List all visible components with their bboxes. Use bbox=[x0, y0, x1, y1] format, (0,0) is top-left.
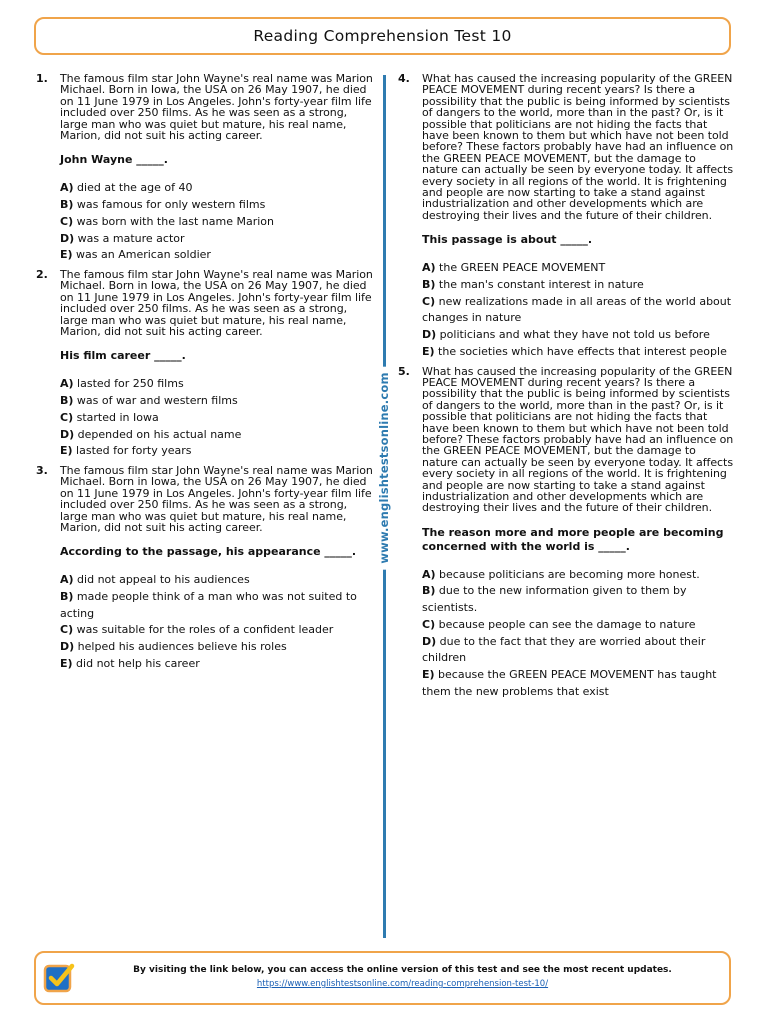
option-e[interactable] bbox=[60, 443, 374, 460]
passage-text: The famous film star John Wayne's real name was Marion Michael. Born in Iowa, the USA on 26 May 1907, he died on 11 June 1979 in Los Angeles. John's forty-year film life included over 250 films. As he was seen as a strong, large man who was quiet but mature, his real name, Marion, did not suit his acting career. bbox=[60, 72, 373, 143]
side-url: www.englishtestsonline.com bbox=[377, 366, 391, 569]
option-letter: D) bbox=[60, 640, 75, 654]
passage-text: The famous film star John Wayne's real name was Marion Michael. Born in Iowa, the USA on 26 May 1907, he died on 11 June 1979 in Los Angeles. John's forty-year film life included over 250 films. As he was seen as a strong, large man who was quiet but mature, his real name, Marion, did not suit his acting career. bbox=[60, 267, 373, 338]
option-letter: C) bbox=[60, 410, 74, 424]
options-list bbox=[60, 572, 374, 672]
option-text: did not appeal to his audiences bbox=[77, 573, 250, 587]
question-body bbox=[422, 73, 735, 361]
option-c[interactable] bbox=[422, 617, 735, 634]
right-column bbox=[398, 73, 735, 705]
option-b[interactable] bbox=[60, 393, 374, 410]
option-letter: B) bbox=[422, 277, 436, 291]
options-list bbox=[60, 180, 374, 264]
option-letter: E) bbox=[60, 444, 73, 458]
question-body bbox=[60, 269, 374, 460]
option-e[interactable] bbox=[422, 667, 735, 700]
question-number: 3. bbox=[36, 463, 48, 477]
option-e[interactable] bbox=[422, 344, 735, 361]
option-text: depended on his actual name bbox=[77, 427, 242, 441]
options-list bbox=[422, 567, 735, 701]
option-letter: B) bbox=[422, 584, 436, 598]
option-letter: D) bbox=[60, 231, 75, 245]
option-text: the man's constant interest in nature bbox=[438, 277, 644, 291]
option-text: because people can see the damage to nature bbox=[438, 617, 696, 631]
question-3 bbox=[36, 465, 374, 673]
question-stem: His film career _____. bbox=[60, 349, 186, 363]
page-title: Reading Comprehension Test 10 bbox=[253, 27, 512, 45]
footer-link[interactable]: https://www.englishtestsonline.com/reading-comprehension-test-10/ bbox=[256, 979, 549, 989]
option-text: because the GREEN PEACE MOVEMENT has taught them the new problems that exist bbox=[422, 668, 717, 698]
option-text: politicians and what they have not told us before bbox=[439, 328, 710, 342]
option-text: did not help his career bbox=[76, 656, 200, 670]
option-b[interactable] bbox=[60, 589, 374, 622]
option-letter: B) bbox=[60, 198, 74, 212]
left-column bbox=[36, 73, 374, 678]
option-c[interactable] bbox=[60, 622, 374, 639]
option-text: the GREEN PEACE MOVEMENT bbox=[439, 261, 606, 275]
option-text: the societies which have effects that interest people bbox=[438, 344, 727, 358]
question-number: 5. bbox=[398, 364, 410, 378]
option-text: made people think of a man who was not suited to acting bbox=[60, 590, 357, 620]
option-letter: A) bbox=[60, 573, 74, 587]
option-letter: C) bbox=[422, 294, 436, 308]
question-number: 4. bbox=[398, 72, 410, 85]
title-box bbox=[34, 17, 731, 55]
option-letter: A) bbox=[422, 567, 436, 581]
option-text: was born with the last name Marion bbox=[76, 214, 275, 228]
option-b[interactable] bbox=[422, 277, 735, 294]
passage-text: The famous film star John Wayne's real name was Marion Michael. Born in Iowa, the USA on 26 May 1907, he died on 11 June 1979 in Los Angeles. John's forty-year film life included over 250 films. As he was seen as a strong, large man who was quiet but mature, his real name, Marion, did not suit his acting career. bbox=[60, 463, 373, 534]
options-list bbox=[60, 376, 374, 460]
option-text: because politicians are becoming more honest. bbox=[439, 567, 700, 581]
question-stem: According to the passage, his appearance _____. bbox=[60, 545, 357, 559]
option-text: started in Iowa bbox=[76, 410, 159, 424]
question-1 bbox=[36, 73, 374, 264]
option-letter: C) bbox=[60, 623, 74, 637]
option-letter: A) bbox=[422, 261, 436, 275]
option-e[interactable] bbox=[60, 656, 374, 673]
option-letter: C) bbox=[60, 214, 74, 228]
option-letter: D) bbox=[422, 634, 437, 648]
option-letter: A) bbox=[60, 181, 74, 195]
option-a[interactable] bbox=[422, 567, 735, 584]
option-d[interactable] bbox=[60, 427, 374, 444]
question-stem: The reason more and more people are becoming concerned with the world is _____. bbox=[422, 525, 724, 553]
option-letter: B) bbox=[60, 590, 74, 604]
option-a[interactable] bbox=[60, 572, 374, 589]
option-d[interactable] bbox=[422, 327, 735, 344]
option-text: new realizations made in all areas of the world about changes in nature bbox=[422, 294, 732, 325]
option-text: lasted for forty years bbox=[76, 444, 192, 458]
question-5 bbox=[398, 366, 735, 701]
question-4 bbox=[398, 73, 735, 361]
option-b[interactable] bbox=[60, 197, 374, 214]
question-body bbox=[60, 465, 374, 673]
question-stem: This passage is about _____. bbox=[422, 233, 593, 247]
option-letter: C) bbox=[422, 617, 436, 631]
question-body bbox=[422, 366, 735, 701]
passage-text: What has caused the increasing popularity of the GREEN PEACE MOVEMENT during recent years? Is there a possibility that the public is being informed by scientists of dangers to the world, more than in the past? Or, is it possible that politicians are not hiding the facts that have been known to them but which have not been told before? These factors probably have had an influence on the GREEN PEACE MOVEMENT, but the damage to nature can actually be seen by everyone today. It affects every society in all regions of the world. It is frightening and people are now starting to take a stand against industrialization and other developments which are destroying their lives and the future of their children. bbox=[422, 72, 734, 222]
option-d[interactable] bbox=[60, 231, 374, 248]
option-letter: B) bbox=[60, 394, 74, 408]
option-text: was of war and western films bbox=[76, 394, 238, 408]
option-d[interactable] bbox=[60, 639, 374, 656]
option-a[interactable] bbox=[60, 376, 374, 393]
question-number: 1. bbox=[36, 72, 48, 85]
question-2 bbox=[36, 269, 374, 460]
question-number: 2. bbox=[36, 267, 48, 281]
option-letter: D) bbox=[60, 427, 75, 441]
option-text: died at the age of 40 bbox=[77, 181, 193, 195]
option-text: was famous for only western films bbox=[76, 198, 266, 212]
passage-text: What has caused the increasing popularity of the GREEN PEACE MOVEMENT during recent years? Is there a possibility that the public is being informed by scientists of dangers to the world, more than in the past? Or, is it possible that politicians are not hiding the facts that have been known to them but which have not been told before? These factors probably have had an influence on the GREEN PEACE MOVEMENT, but the damage to nature can actually be seen by everyone today. It affects every society in all regions of the world. It is frightening and people are now starting to take a stand against industrialization and other developments which are destroying their lives and the future of their children. bbox=[422, 364, 734, 515]
option-a[interactable] bbox=[60, 180, 374, 197]
options-list bbox=[422, 260, 735, 360]
option-c[interactable] bbox=[422, 294, 735, 327]
option-letter: E) bbox=[422, 344, 435, 358]
question-stem: John Wayne _____. bbox=[60, 153, 168, 167]
option-text: due to the new information given to them by scientists. bbox=[422, 584, 687, 615]
option-e[interactable] bbox=[60, 247, 374, 264]
option-text: lasted for 250 films bbox=[77, 377, 184, 391]
option-text: due to the fact that they are worried about their children bbox=[422, 634, 706, 665]
footer-note: By visiting the link below, you can access the online version of this test and see the most recent updates. bbox=[133, 965, 672, 975]
option-text: was suitable for the roles of a confident leader bbox=[76, 623, 334, 637]
option-letter: E) bbox=[60, 248, 73, 262]
footer bbox=[34, 951, 731, 1005]
option-text: was an American soldier bbox=[76, 248, 211, 262]
option-letter: E) bbox=[60, 656, 73, 670]
option-text: was a mature actor bbox=[77, 231, 185, 245]
option-letter: E) bbox=[422, 668, 435, 681]
option-b[interactable] bbox=[422, 583, 735, 616]
option-letter: A) bbox=[60, 377, 74, 391]
option-text: helped his audiences believe his roles bbox=[77, 640, 287, 654]
option-letter: D) bbox=[422, 328, 437, 342]
question-body bbox=[60, 73, 374, 264]
option-d[interactable] bbox=[422, 634, 735, 667]
option-c[interactable] bbox=[60, 214, 374, 231]
option-a[interactable] bbox=[422, 260, 735, 277]
checkbox-icon bbox=[42, 961, 76, 995]
option-c[interactable] bbox=[60, 410, 374, 427]
